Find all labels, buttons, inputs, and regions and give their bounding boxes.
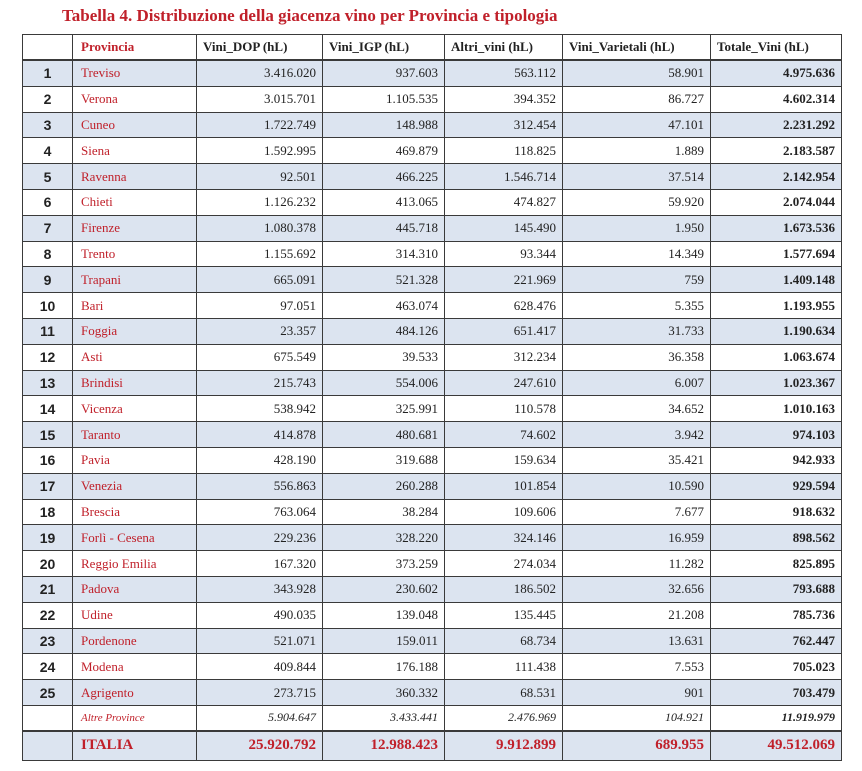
cell-provincia: Pordenone (73, 628, 197, 654)
table-row (23, 189, 842, 215)
cell-altri: 159.634 (445, 447, 563, 473)
cell-provincia: Reggio Emilia (73, 551, 197, 577)
cell-provincia: Modena (73, 654, 197, 680)
table-row (23, 396, 842, 422)
cell-rank: 12 (23, 344, 73, 370)
cell-provincia: Trento (73, 241, 197, 267)
cell-dop: 1.126.232 (197, 189, 323, 215)
cell-altri: 628.476 (445, 293, 563, 319)
cell-varietali: 37.514 (563, 164, 711, 190)
cell-altri: 68.734 (445, 628, 563, 654)
cell-altri: 651.417 (445, 318, 563, 344)
cell-rank: 2 (23, 86, 73, 112)
cell-totale: 49.512.069 (711, 731, 842, 761)
cell-dop: 343.928 (197, 576, 323, 602)
cell-provincia: Bari (73, 293, 197, 319)
header-varietali: Vini_Varietali (hL) (563, 35, 711, 61)
cell-igp: 148.988 (323, 112, 445, 138)
cell-varietali: 58.901 (563, 60, 711, 86)
table-row (23, 344, 842, 370)
cell-rank: 11 (23, 318, 73, 344)
cell-provincia: Cuneo (73, 112, 197, 138)
header-rank (23, 35, 73, 61)
cell-varietali: 59.920 (563, 189, 711, 215)
cell-dop: 23.357 (197, 318, 323, 344)
cell-dop: 490.035 (197, 602, 323, 628)
cell-igp: 314.310 (323, 241, 445, 267)
cell-dop: 92.501 (197, 164, 323, 190)
cell-totale: 1.063.674 (711, 344, 842, 370)
cell-igp: 176.188 (323, 654, 445, 680)
cell-dop: 97.051 (197, 293, 323, 319)
cell-igp: 1.105.535 (323, 86, 445, 112)
cell-dop: 273.715 (197, 680, 323, 706)
table-row (23, 318, 842, 344)
cell-altri: 247.610 (445, 370, 563, 396)
table-row (23, 215, 842, 241)
cell-altri: 111.438 (445, 654, 563, 680)
cell-rank: 1 (23, 60, 73, 86)
cell-igp: 360.332 (323, 680, 445, 706)
table-row (23, 628, 842, 654)
wine-stock-table (22, 34, 842, 761)
table-row (23, 370, 842, 396)
cell-totale: 703.479 (711, 680, 842, 706)
cell-rank: 17 (23, 473, 73, 499)
cell-altri: 135.445 (445, 602, 563, 628)
cell-provincia: Trapani (73, 267, 197, 293)
cell-rank: 7 (23, 215, 73, 241)
table-row (23, 60, 842, 86)
cell-totale: 1.577.694 (711, 241, 842, 267)
table-row (23, 551, 842, 577)
table-row (23, 576, 842, 602)
header-provincia: Provincia (73, 35, 197, 61)
cell-provincia: Foggia (73, 318, 197, 344)
cell-igp: 373.259 (323, 551, 445, 577)
cell-dop: 5.904.647 (197, 705, 323, 731)
cell-igp: 12.988.423 (323, 731, 445, 761)
cell-totale: 762.447 (711, 628, 842, 654)
cell-altri: 93.344 (445, 241, 563, 267)
cell-dop: 167.320 (197, 551, 323, 577)
cell-rank (23, 731, 73, 761)
header-totale: Totale_Vini (hL) (711, 35, 842, 61)
cell-varietali: 47.101 (563, 112, 711, 138)
cell-rank (23, 705, 73, 731)
cell-altri: 186.502 (445, 576, 563, 602)
cell-totale: 793.688 (711, 576, 842, 602)
cell-igp: 466.225 (323, 164, 445, 190)
cell-dop: 675.549 (197, 344, 323, 370)
cell-totale: 2.074.044 (711, 189, 842, 215)
table-row (23, 602, 842, 628)
cell-provincia: Forlì - Cesena (73, 525, 197, 551)
cell-varietali: 13.631 (563, 628, 711, 654)
cell-dop: 556.863 (197, 473, 323, 499)
cell-totale: 1.673.536 (711, 215, 842, 241)
cell-rank: 21 (23, 576, 73, 602)
cell-totale: 974.103 (711, 422, 842, 448)
cell-dop: 665.091 (197, 267, 323, 293)
cell-provincia: ITALIA (73, 731, 197, 761)
cell-provincia: Udine (73, 602, 197, 628)
cell-provincia: Treviso (73, 60, 197, 86)
cell-rank: 20 (23, 551, 73, 577)
cell-totale: 1.409.148 (711, 267, 842, 293)
cell-altri: 68.531 (445, 680, 563, 706)
cell-dop: 229.236 (197, 525, 323, 551)
cell-provincia: Asti (73, 344, 197, 370)
cell-dop: 428.190 (197, 447, 323, 473)
cell-igp: 463.074 (323, 293, 445, 319)
table-row (23, 499, 842, 525)
cell-provincia: Taranto (73, 422, 197, 448)
cell-dop: 763.064 (197, 499, 323, 525)
cell-varietali: 5.355 (563, 293, 711, 319)
cell-altri: 1.546.714 (445, 164, 563, 190)
cell-varietali: 86.727 (563, 86, 711, 112)
cell-dop: 3.416.020 (197, 60, 323, 86)
cell-igp: 230.602 (323, 576, 445, 602)
cell-totale: 11.919.979 (711, 705, 842, 731)
cell-igp: 38.284 (323, 499, 445, 525)
cell-rank: 15 (23, 422, 73, 448)
table-row (23, 680, 842, 706)
table-row (23, 293, 842, 319)
cell-varietali: 3.942 (563, 422, 711, 448)
cell-varietali: 689.955 (563, 731, 711, 761)
cell-igp: 139.048 (323, 602, 445, 628)
cell-provincia: Padova (73, 576, 197, 602)
cell-rank: 9 (23, 267, 73, 293)
cell-provincia: Firenze (73, 215, 197, 241)
cell-rank: 19 (23, 525, 73, 551)
cell-dop: 1.080.378 (197, 215, 323, 241)
cell-rank: 16 (23, 447, 73, 473)
cell-varietali: 104.921 (563, 705, 711, 731)
table-title: Tabella 4. Distribuzione della giacenza vino per Provincia e tipologia (62, 6, 558, 25)
cell-altri: 394.352 (445, 86, 563, 112)
cell-igp: 260.288 (323, 473, 445, 499)
cell-varietali: 11.282 (563, 551, 711, 577)
cell-varietali: 32.656 (563, 576, 711, 602)
cell-igp: 480.681 (323, 422, 445, 448)
cell-igp: 328.220 (323, 525, 445, 551)
cell-rank: 5 (23, 164, 73, 190)
cell-dop: 3.015.701 (197, 86, 323, 112)
cell-provincia: Siena (73, 138, 197, 164)
cell-altri: 324.146 (445, 525, 563, 551)
cell-rank: 22 (23, 602, 73, 628)
cell-igp: 937.603 (323, 60, 445, 86)
cell-rank: 24 (23, 654, 73, 680)
cell-varietali: 34.652 (563, 396, 711, 422)
cell-altri: 110.578 (445, 396, 563, 422)
cell-varietali: 1.950 (563, 215, 711, 241)
header-altri: Altri_vini (hL) (445, 35, 563, 61)
cell-totale: 1.193.955 (711, 293, 842, 319)
cell-altri: 109.606 (445, 499, 563, 525)
cell-altri: 74.602 (445, 422, 563, 448)
cell-varietali: 16.959 (563, 525, 711, 551)
cell-provincia: Brescia (73, 499, 197, 525)
cell-rank: 23 (23, 628, 73, 654)
cell-dop: 25.920.792 (197, 731, 323, 761)
other-provinces-row (23, 705, 842, 731)
cell-rank: 25 (23, 680, 73, 706)
table-row (23, 525, 842, 551)
table-row (23, 447, 842, 473)
cell-dop: 215.743 (197, 370, 323, 396)
cell-totale: 2.183.587 (711, 138, 842, 164)
cell-dop: 414.878 (197, 422, 323, 448)
cell-rank: 4 (23, 138, 73, 164)
table-row (23, 138, 842, 164)
table-row (23, 422, 842, 448)
cell-totale: 4.602.314 (711, 86, 842, 112)
cell-altri: 2.476.969 (445, 705, 563, 731)
cell-altri: 101.854 (445, 473, 563, 499)
cell-varietali: 14.349 (563, 241, 711, 267)
cell-altri: 221.969 (445, 267, 563, 293)
cell-varietali: 7.677 (563, 499, 711, 525)
header-igp: Vini_IGP (hL) (323, 35, 445, 61)
header-row (23, 35, 842, 61)
table-row (23, 241, 842, 267)
cell-igp: 484.126 (323, 318, 445, 344)
cell-altri: 312.454 (445, 112, 563, 138)
cell-totale: 942.933 (711, 447, 842, 473)
cell-igp: 445.718 (323, 215, 445, 241)
cell-provincia: Altre Province (73, 705, 197, 731)
cell-varietali: 10.590 (563, 473, 711, 499)
cell-altri: 145.490 (445, 215, 563, 241)
cell-totale: 4.975.636 (711, 60, 842, 86)
cell-dop: 521.071 (197, 628, 323, 654)
cell-totale: 898.562 (711, 525, 842, 551)
cell-totale: 1.190.634 (711, 318, 842, 344)
cell-rank: 14 (23, 396, 73, 422)
cell-dop: 538.942 (197, 396, 323, 422)
table-row (23, 86, 842, 112)
cell-provincia: Ravenna (73, 164, 197, 190)
cell-igp: 469.879 (323, 138, 445, 164)
cell-rank: 3 (23, 112, 73, 138)
cell-totale: 785.736 (711, 602, 842, 628)
italia-total-row (23, 731, 842, 761)
cell-rank: 18 (23, 499, 73, 525)
cell-varietali: 31.733 (563, 318, 711, 344)
cell-dop: 409.844 (197, 654, 323, 680)
cell-rank: 10 (23, 293, 73, 319)
cell-provincia: Verona (73, 86, 197, 112)
cell-altri: 274.034 (445, 551, 563, 577)
table-row (23, 654, 842, 680)
cell-dop: 1.722.749 (197, 112, 323, 138)
cell-igp: 3.433.441 (323, 705, 445, 731)
cell-provincia: Vicenza (73, 396, 197, 422)
cell-altri: 474.827 (445, 189, 563, 215)
cell-totale: 929.594 (711, 473, 842, 499)
cell-rank: 8 (23, 241, 73, 267)
cell-provincia: Brindisi (73, 370, 197, 396)
cell-totale: 1.023.367 (711, 370, 842, 396)
cell-varietali: 1.889 (563, 138, 711, 164)
cell-provincia: Pavia (73, 447, 197, 473)
cell-igp: 413.065 (323, 189, 445, 215)
cell-rank: 6 (23, 189, 73, 215)
header-dop: Vini_DOP (hL) (197, 35, 323, 61)
cell-dop: 1.155.692 (197, 241, 323, 267)
table-row (23, 473, 842, 499)
cell-altri: 9.912.899 (445, 731, 563, 761)
cell-varietali: 6.007 (563, 370, 711, 396)
cell-igp: 521.328 (323, 267, 445, 293)
cell-totale: 2.231.292 (711, 112, 842, 138)
cell-totale: 705.023 (711, 654, 842, 680)
table-row (23, 164, 842, 190)
cell-totale: 2.142.954 (711, 164, 842, 190)
cell-varietali: 35.421 (563, 447, 711, 473)
cell-rank: 13 (23, 370, 73, 396)
cell-igp: 39.533 (323, 344, 445, 370)
cell-varietali: 21.208 (563, 602, 711, 628)
cell-altri: 312.234 (445, 344, 563, 370)
cell-totale: 1.010.163 (711, 396, 842, 422)
cell-varietali: 7.553 (563, 654, 711, 680)
cell-igp: 319.688 (323, 447, 445, 473)
cell-varietali: 901 (563, 680, 711, 706)
cell-igp: 159.011 (323, 628, 445, 654)
cell-provincia: Venezia (73, 473, 197, 499)
cell-provincia: Agrigento (73, 680, 197, 706)
cell-provincia: Chieti (73, 189, 197, 215)
table-row (23, 112, 842, 138)
cell-altri: 563.112 (445, 60, 563, 86)
cell-igp: 325.991 (323, 396, 445, 422)
cell-varietali: 36.358 (563, 344, 711, 370)
table-row (23, 267, 842, 293)
cell-totale: 918.632 (711, 499, 842, 525)
cell-varietali: 759 (563, 267, 711, 293)
cell-altri: 118.825 (445, 138, 563, 164)
cell-igp: 554.006 (323, 370, 445, 396)
cell-totale: 825.895 (711, 551, 842, 577)
cell-dop: 1.592.995 (197, 138, 323, 164)
